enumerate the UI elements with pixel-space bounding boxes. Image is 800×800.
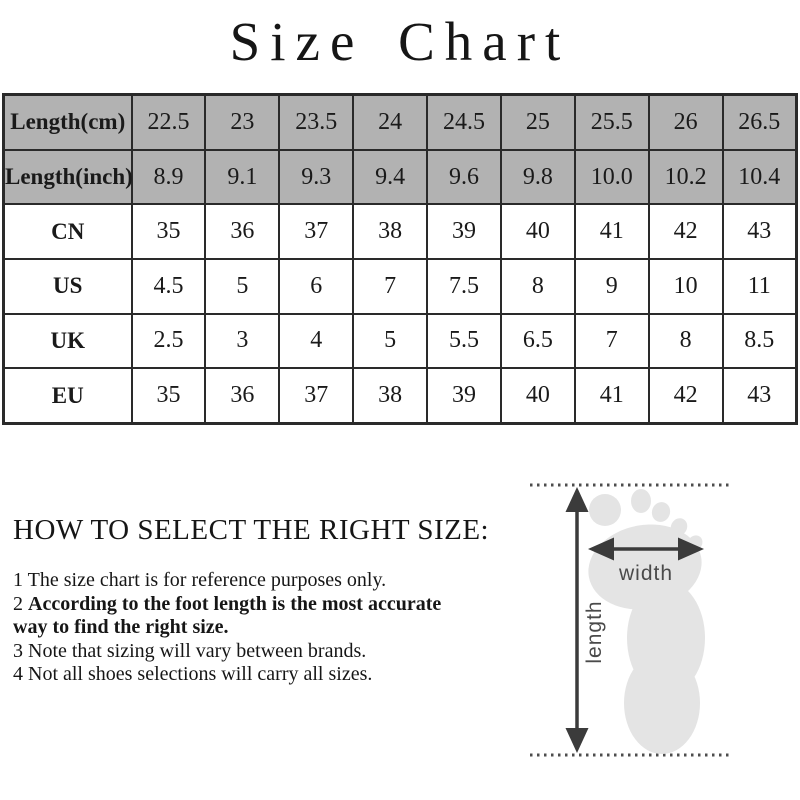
table-cell: 10.2 [649,150,723,205]
row-header: Length(cm) [4,95,132,150]
table-cell: 38 [353,368,427,423]
table-cell: 43 [723,204,797,259]
table-cell: 6 [279,259,353,314]
size-table [2,93,798,425]
table-row [4,259,797,314]
table-cell: 35 [132,204,206,259]
table-cell: 25 [501,95,575,150]
table-cell: 8 [649,314,723,369]
note-item [13,640,465,664]
table-cell: 8 [501,259,575,314]
table-cell: 40 [501,368,575,423]
size-table-body [4,95,797,424]
table-cell: 23 [205,95,279,150]
table-cell: 37 [279,204,353,259]
table-cell: 38 [353,204,427,259]
table-row [4,150,797,205]
table-cell: 4 [279,314,353,369]
table-cell: 3 [205,314,279,369]
table-cell: 40 [501,204,575,259]
big-toe [589,494,621,526]
table-cell: 24.5 [427,95,501,150]
row-header: EU [4,368,132,423]
table-cell: 41 [575,204,649,259]
table-cell: 43 [723,368,797,423]
table-cell: 36 [205,368,279,423]
table-cell: 10.4 [723,150,797,205]
width-label: width [618,562,674,585]
table-cell: 8.5 [723,314,797,369]
note-text: Note that sizing will vary between brands. [28,639,367,662]
note-number: 3 [13,639,23,662]
note-item [13,569,465,593]
note-text: Not all shoes selections will carry all sizes. [28,663,373,685]
page-title: Size Chart [229,11,571,72]
notes-list [13,569,465,687]
table-cell: 8.9 [132,150,206,205]
foot-measurement-diagram [505,450,755,780]
table-cell: 5 [205,259,279,314]
row-header: Length(inch) [4,150,132,205]
note-item [13,663,465,687]
table-cell: 7 [575,314,649,369]
table-cell: 9.3 [279,150,353,205]
table-cell: 10 [649,259,723,314]
table-cell: 4.5 [132,259,206,314]
note-text: The size chart is for reference purposes only. [27,569,387,591]
table-cell: 9.8 [501,150,575,205]
row-header: UK [4,314,132,369]
table-cell: 7.5 [427,259,501,314]
table-cell: 5.5 [427,314,501,369]
table-cell: 22.5 [132,95,206,150]
table-cell: 5 [353,314,427,369]
table-row [4,368,797,423]
table-cell: 9.1 [205,150,279,205]
table-cell: 6.5 [501,314,575,369]
table-cell: 39 [427,204,501,259]
table-cell: 26.5 [723,95,797,150]
table-cell: 42 [649,368,723,423]
table-cell: 9.6 [427,150,501,205]
table-cell: 26 [649,95,723,150]
row-header: US [4,259,132,314]
table-cell: 2.5 [132,314,206,369]
note-number: 2 [13,592,23,615]
table-cell: 9.4 [353,150,427,205]
length-label: length [583,600,606,664]
table-cell: 36 [205,204,279,259]
row-header: CN [4,204,132,259]
table-cell: 10.0 [575,150,649,205]
table-row [4,314,797,369]
table-cell: 35 [132,368,206,423]
note-number: 4 [13,663,23,685]
note-number: 1 [13,569,23,591]
table-cell: 24 [353,95,427,150]
table-cell: 42 [649,204,723,259]
note-text: According to the foot length is the most accurate way to find the right size. [13,592,442,638]
table-cell: 25.5 [575,95,649,150]
table-cell: 39 [427,368,501,423]
table-row [4,95,797,150]
table-cell: 23.5 [279,95,353,150]
howto-heading: HOW TO SELECT THE RIGHT SIZE: [13,514,490,546]
table-row [4,204,797,259]
table-cell: 41 [575,368,649,423]
table-cell: 9 [575,259,649,314]
table-cell: 11 [723,259,797,314]
note-item [13,593,465,640]
table-cell: 37 [279,368,353,423]
table-cell: 7 [353,259,427,314]
